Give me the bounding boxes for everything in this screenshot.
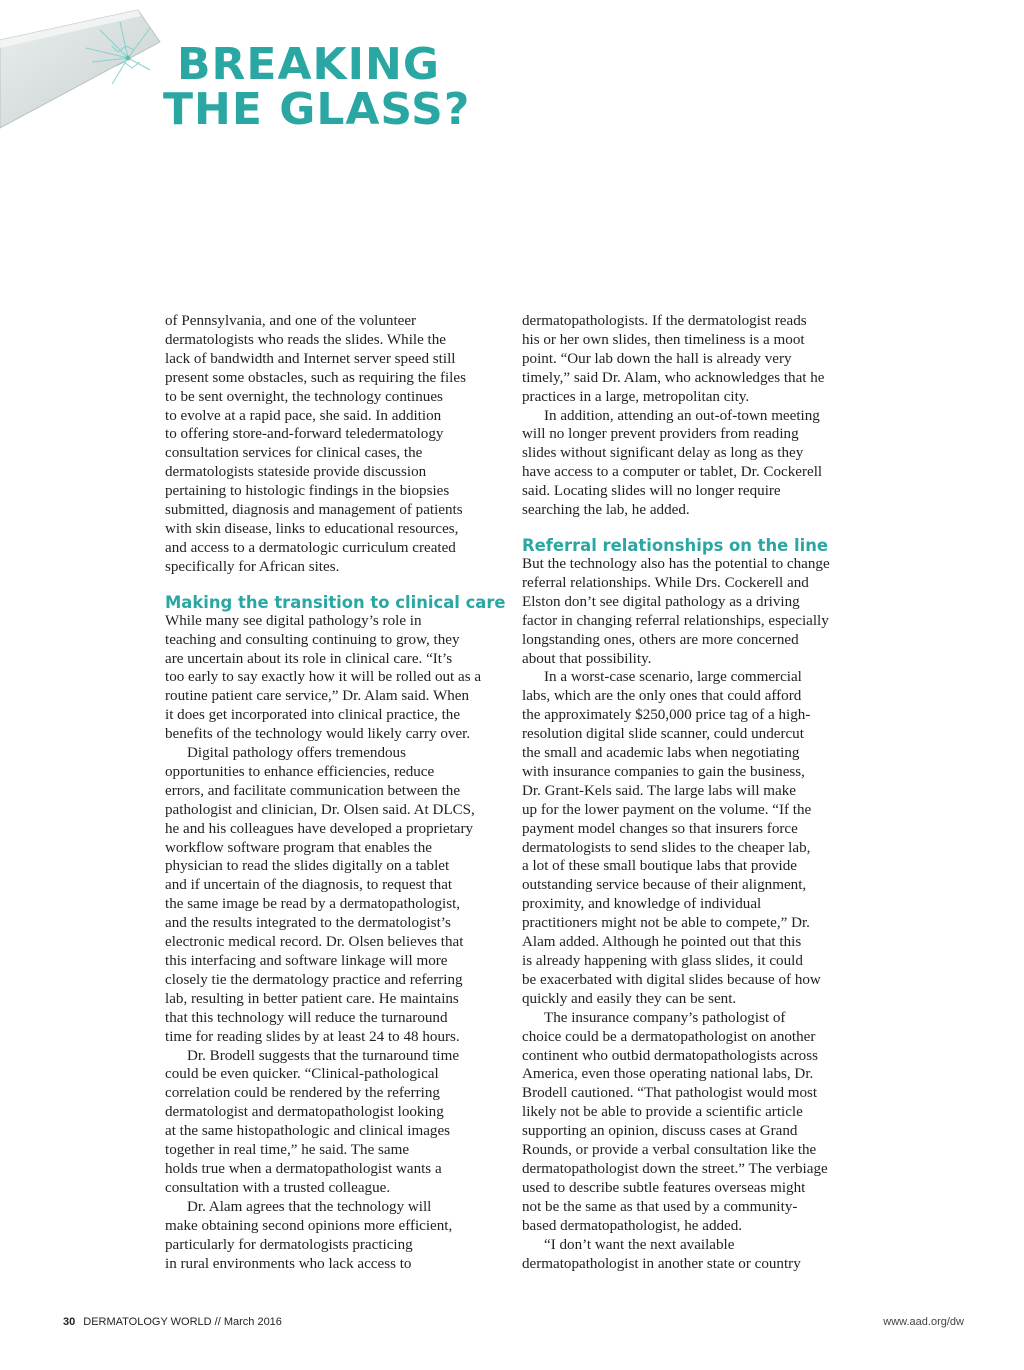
left-paragraph-4 — [165, 1047, 505, 1198]
text-line: Elston don’t see digital pathology as a driving — [522, 593, 800, 610]
left-column — [165, 312, 505, 1273]
text-line: of Pennsylvania, and one of the volunteer — [165, 313, 417, 329]
text-line: searching the lab, he added. — [522, 502, 690, 519]
text-line: it does get incorporated into clinical practice, the — [165, 707, 461, 724]
text-line: workflow software program that enables the — [165, 839, 432, 856]
text-line: likely not be able to provide a scientific article — [522, 1104, 803, 1121]
text-line: In a worst-case scenario, large commercial — [544, 669, 802, 686]
text-line: consultation with a trusted colleague. — [165, 1179, 391, 1196]
page-number: 30 — [63, 1316, 76, 1328]
text-line: electronic medical record. Dr. Olsen believes that — [165, 934, 464, 951]
text-line: time for reading slides by at least 24 to 48 hours. — [165, 1028, 460, 1045]
text-line: and the results integrated to the dermatologist’s — [165, 915, 451, 932]
publication-info: DERMATOLOGY WORLD // March 2016 — [83, 1316, 282, 1328]
text-line: could be even quicker. “Clinical-pathological — [165, 1066, 439, 1083]
right-paragraph-6 — [522, 1236, 864, 1274]
left-paragraph-2 — [165, 612, 505, 744]
text-line: quickly and easily they can be sent. — [522, 990, 737, 1007]
text-line: “I don’t want the next available — [544, 1236, 735, 1253]
text-line: have access to a computer or tablet, Dr. Cockerell — [522, 464, 823, 481]
text-line: benefits of the technology would likely carry over. — [165, 726, 471, 743]
text-line: submitted, diagnosis and management of patients — [165, 502, 463, 519]
text-line: continent who outbid dermatopathologists across — [522, 1047, 818, 1064]
text-line: to offering store-and-forward teledermatology — [165, 426, 444, 443]
text-line: at the same histopathologic and clinical images — [165, 1123, 451, 1140]
text-line: together in real time,” he said. The same — [165, 1142, 410, 1159]
text-line: the small and academic labs when negotiating — [522, 745, 800, 762]
text-line: choice could be a dermatopathologist on another — [522, 1028, 816, 1045]
text-line: and if uncertain of the diagnosis, to request that — [165, 877, 453, 894]
text-line: based dermatopathologist, he added. — [522, 1217, 743, 1234]
text-line: routine patient care service,” Dr. Alam said. When — [165, 688, 469, 705]
text-line: to evolve at a rapid pace, she said. In addition — [165, 407, 442, 424]
text-line: practitioners might not be able to compete,” Dr. — [522, 915, 810, 932]
text-line: this interfacing and software linkage will more — [165, 953, 448, 969]
text-line: particularly for dermatologists practicing — [165, 1236, 413, 1253]
right-paragraph-5 — [522, 1009, 864, 1236]
right-paragraph-2 — [522, 407, 864, 520]
text-line: holds true when a dermatopathologist wants a — [165, 1160, 442, 1177]
left-paragraph-1 — [165, 312, 505, 577]
footer-left — [63, 1316, 282, 1328]
text-line: he and his colleagues have developed a proprietary — [165, 820, 474, 837]
text-line: America, even those operating national labs, Dr. — [522, 1066, 814, 1083]
text-line: proximity, and knowledge of individual — [522, 896, 762, 913]
text-line: Dr. Grant-Kels said. The large labs will make — [522, 782, 796, 799]
headline-line-2: THE GLASS? — [163, 84, 471, 135]
text-line: physician to read the slides digitally on a tablet — [165, 858, 450, 875]
text-line: Dr. Alam agrees that the technology will — [187, 1198, 432, 1215]
right-column — [522, 312, 864, 1273]
text-line: pertaining to histologic findings in the biopsies — [165, 483, 450, 500]
text-line: But the technology also has the potential to change — [522, 555, 830, 572]
text-line: dermatologists to send slides to the cheaper lab, — [522, 839, 811, 856]
text-line: Dr. Brodell suggests that the turnaround time — [187, 1047, 460, 1064]
text-line: will no longer prevent providers from reading — [522, 426, 799, 443]
text-line: used to describe subtle features overseas might — [522, 1179, 806, 1196]
text-line: While many see digital pathology’s role in — [165, 612, 422, 629]
text-line: longstanding ones, others are more concerned — [522, 631, 799, 648]
left-paragraph-5 — [165, 1198, 505, 1274]
text-line: specifically for African sites. — [165, 558, 340, 575]
text-line: errors, and facilitate communication between the — [165, 782, 461, 799]
text-line: consultation services for clinical cases, the — [165, 445, 423, 462]
text-line: The insurance company’s pathologist of — [544, 1009, 786, 1026]
text-line: dermatopathologist in another state or country — [522, 1255, 801, 1272]
text-line: dermatologist and dermatopathologist looking — [165, 1104, 444, 1121]
text-line: closely tie the dermatology practice and referring — [165, 971, 463, 988]
text-line: be exacerbated with digital slides because of how — [522, 971, 821, 988]
text-line: the same image be read by a dermatopathologist, — [165, 896, 461, 913]
article-headline — [163, 39, 471, 135]
text-line: his or her own slides, then timeliness is a moot — [522, 331, 805, 348]
text-line: dermatopathologist down the street.” The verbiage — [522, 1160, 828, 1177]
text-line: in rural environments who lack access to — [165, 1255, 412, 1272]
text-line: referral relationships. While Drs. Cockerell and — [522, 574, 809, 591]
text-line: too early to say exactly how it will be rolled out as a — [165, 669, 482, 686]
text-line: dermatologists stateside provide discussion — [165, 464, 427, 481]
right-paragraph-4 — [522, 668, 864, 1008]
text-line: about that possibility. — [522, 650, 652, 667]
text-line: Brodell cautioned. “That pathologist would most — [522, 1085, 818, 1102]
text-line: with insurance companies to gain the business, — [522, 763, 805, 780]
text-line: practices in a large, metropolitan city. — [522, 388, 750, 405]
text-line: is already happening with glass slides, it could — [522, 953, 803, 969]
right-paragraph-3 — [522, 555, 864, 668]
text-line: correlation could be rendered by the referring — [165, 1085, 440, 1102]
text-line: make obtaining second opinions more efficient, — [165, 1217, 453, 1234]
text-line: dermatologists who reads the slides. While the — [165, 331, 446, 348]
text-line: Digital pathology offers tremendous — [187, 745, 406, 762]
text-line: said. Locating slides will no longer require — [522, 483, 781, 500]
text-line: supporting an opinion, discuss cases at Grand — [522, 1123, 798, 1140]
text-line: and access to a dermatologic curriculum created — [165, 539, 456, 556]
text-line: that this technology will reduce the turnaround — [165, 1009, 448, 1026]
text-line: Alam added. Although he pointed out that this — [522, 934, 802, 951]
text-line: lack of bandwidth and Internet server speed still — [165, 350, 456, 367]
text-line: payment model changes so that insurers force — [522, 820, 798, 837]
right-paragraph-1 — [522, 312, 864, 407]
text-line: the approximately $250,000 price tag of a high- — [522, 707, 811, 724]
text-line: up for the lower payment on the volume. “If the — [522, 801, 812, 818]
subhead-clinical-care: Making the transition to clinical care — [165, 592, 506, 612]
text-line: present some obstacles, such as requiring the files — [165, 369, 466, 386]
subhead-referral-relationships: Referral relationships on the line — [522, 535, 829, 555]
text-line: outstanding service because of their alignment, — [522, 877, 807, 894]
text-line: opportunities to enhance efficiencies, reduce — [165, 763, 435, 780]
text-line: Rounds, or provide a verbal consultation like the — [522, 1142, 817, 1159]
text-line: a lot of these small boutique labs that provide — [522, 858, 797, 875]
text-line: point. “Our lab down the hall is already very — [522, 350, 792, 367]
text-line: pathologist and clinician, Dr. Olsen said. At DLCS, — [165, 801, 475, 818]
headline-line-1: BREAKING — [177, 39, 440, 90]
text-line: to be sent overnight, the technology continues — [165, 388, 443, 405]
text-line: slides without significant delay as long as they — [522, 445, 804, 462]
left-paragraph-3 — [165, 744, 505, 1047]
footer-url[interactable]: www.aad.org/dw — [883, 1316, 964, 1328]
text-line: factor in changing referral relationships, especially — [522, 612, 829, 629]
text-line: In addition, attending an out-of-town meeting — [544, 407, 820, 424]
text-line: resolution digital slide scanner, could undercut — [522, 726, 804, 743]
text-line: are uncertain about its role in clinical care. “It’s — [165, 650, 453, 667]
text-line: with skin disease, links to educational resources, — [165, 520, 459, 537]
text-line: dermatopathologists. If the dermatologist reads — [522, 313, 807, 329]
text-line: timely,” said Dr. Alam, who acknowledges that he — [522, 369, 825, 386]
text-line: not be the same as that used by a community- — [522, 1198, 798, 1215]
text-line: labs, which are the only ones that could afford — [522, 688, 802, 705]
text-line: lab, resulting in better patient care. He maintains — [165, 990, 459, 1007]
text-line: teaching and consulting continuing to grow, they — [165, 631, 460, 648]
